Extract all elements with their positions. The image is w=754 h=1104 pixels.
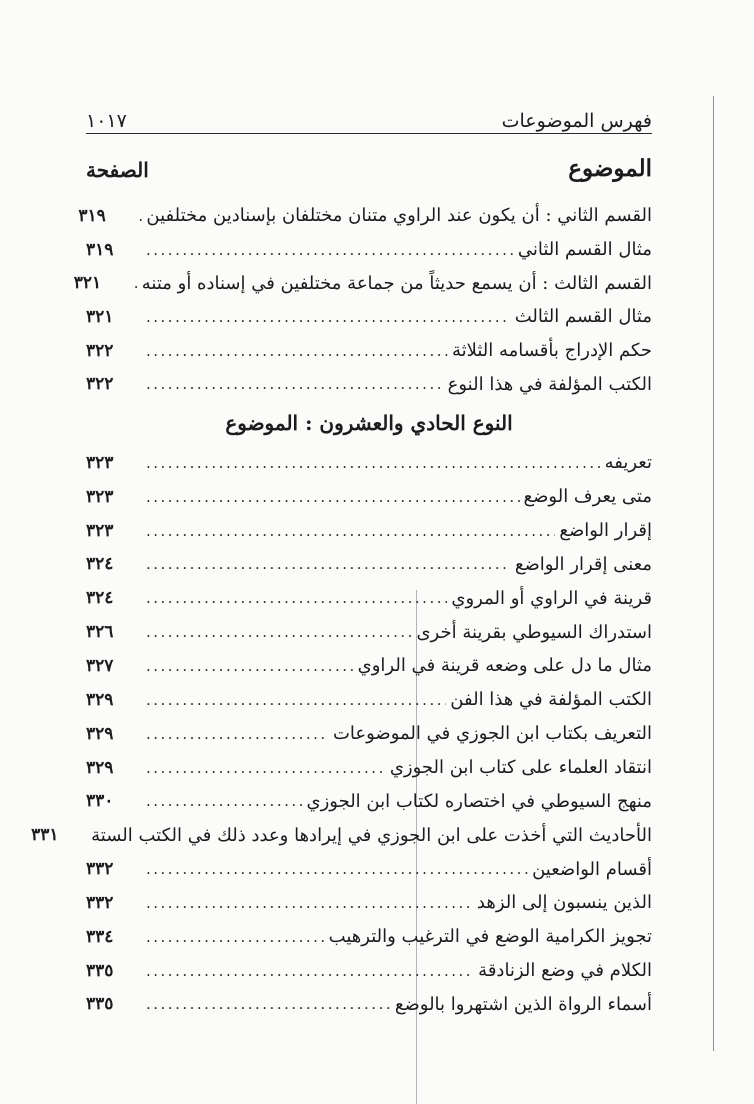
- toc-leader-dots: [142, 487, 520, 507]
- running-head: [86, 100, 652, 132]
- toc-entry-page: ٣٣٤: [86, 926, 114, 947]
- toc-entry-title: الكتب المؤلفة في هذا النوع: [447, 373, 652, 395]
- toc-leader-dots: [142, 994, 391, 1014]
- toc-entry-page: ٣٣٠: [86, 791, 114, 812]
- toc-entry-title: التعريف بكتاب ابن الجوزي في الموضوعات: [332, 723, 652, 745]
- toc-entry-title: منهج السيوطي في اختصاره لكتاب ابن الجوزي: [306, 790, 652, 812]
- toc-leader-dots: [142, 341, 448, 361]
- toc-leader-dots: [142, 859, 528, 879]
- toc-entry: [86, 751, 652, 785]
- toc-entry: [86, 852, 652, 886]
- toc-leader-dots: [142, 307, 511, 327]
- toc-entry-page: ٣٢٧: [86, 655, 114, 676]
- toc-entry-title: انتقاد العلماء على كتاب ابن الجوزي: [389, 757, 652, 779]
- toc-entry-title: تعريفه: [604, 452, 652, 474]
- toc-leader-dots: [142, 724, 329, 744]
- toc-entry: [86, 300, 652, 334]
- toc-leader-dots: [142, 927, 325, 947]
- toc-list-before: [73, 199, 652, 401]
- toc-leader-dots: [142, 690, 446, 710]
- toc-leader-dots: [142, 961, 474, 981]
- toc-entry-title: الكلام في وضع الزنادقة: [478, 960, 652, 982]
- toc-entry-page: ٣٣٢: [86, 859, 114, 880]
- page-edge-rule: [713, 96, 714, 1051]
- toc-entry-page: ٣١٩: [86, 239, 114, 260]
- toc-entry: [86, 446, 652, 480]
- toc-entry-page: ٣٢٩: [86, 689, 114, 710]
- toc-entry: [86, 683, 652, 717]
- toc-entry: [86, 649, 652, 683]
- toc-leader-dots: [142, 758, 386, 778]
- toc-entry-page: ٣٢٢: [86, 340, 114, 361]
- toc-leader-dots: [142, 588, 447, 608]
- toc-entry-page: ٣٢٣: [86, 452, 114, 473]
- running-head-rule: [86, 133, 652, 134]
- toc-entry-page: ٣٢٦: [86, 622, 114, 643]
- toc-entry-page: ٣٣٥: [86, 960, 114, 981]
- toc-entry-title: قرينة في الراوي أو المروي: [451, 587, 652, 609]
- toc-entry-page: ٣٢٣: [86, 486, 114, 507]
- toc-leader-dots: [142, 893, 473, 913]
- toc-leader-dots: [142, 521, 555, 541]
- toc-entry-page: ٣٢٢: [86, 374, 114, 395]
- toc-entry: [86, 988, 652, 1022]
- toc-entry-title: مثال ما دل على وضعه قرينة في الراوي: [357, 655, 652, 677]
- toc-entry-title: معنى إقرار الواضع: [514, 553, 652, 575]
- toc-leader-dots: [142, 554, 511, 574]
- toc-entry: [86, 233, 652, 267]
- toc-entry: [86, 548, 652, 582]
- toc-leader-dots: [142, 791, 303, 811]
- toc-entry-title: الأحاديث التي أخذت على ابن الجوزي في إيرادها وعدد ذلك في الكتب الستة: [91, 824, 652, 846]
- toc-leader-dots: [142, 240, 514, 260]
- toc-leader-dots: [142, 622, 412, 642]
- toc-entry: [86, 954, 652, 988]
- toc-entry-page: ٣٣٢: [86, 892, 114, 913]
- running-head-title: فهرس الموضوعات: [501, 110, 652, 132]
- section-heading: النوع الحادي والعشرون : الموضوع: [225, 411, 513, 435]
- column-headings: [86, 146, 652, 182]
- toc-entry-title: مثال القسم الثاني: [517, 239, 652, 261]
- toc-entry-title: متى يعرف الوضع: [523, 486, 652, 508]
- toc-entry-title: الكتب المؤلفة في هذا الفن: [450, 689, 652, 711]
- toc-entry-page: ٣١٩: [78, 205, 106, 226]
- toc-entry-page: ٣٢١: [86, 306, 114, 327]
- toc-entry: [86, 717, 652, 751]
- toc-entry-page: ٣٢٤: [86, 588, 114, 609]
- toc-entry: [86, 615, 652, 649]
- toc-leader-dots: [134, 206, 142, 226]
- toc-entry-page: ٣٢٣: [86, 520, 114, 541]
- toc-leader-dots: [142, 656, 354, 676]
- toc-entry: [86, 367, 652, 401]
- toc-leader-dots: [142, 374, 444, 394]
- toc-entry-title: القسم الثاني : أن يكون عند الراوي متنان مختلفان بإسنادين مختلفين: [146, 205, 652, 227]
- toc-entry-title: أسماء الرواة الذين اشتهروا بالوضع: [394, 993, 652, 1015]
- toc-entry-page: ٣٣٥: [86, 994, 114, 1015]
- toc-entry-title: إقرار الواضع: [559, 520, 652, 542]
- topic-column-heading: الموضوع: [568, 155, 652, 182]
- toc-entry-title: استدراك السيوطي بقرينة أخرى: [416, 621, 652, 643]
- toc-entry-page: ٣٢٩: [86, 757, 114, 778]
- toc-leader-dots: [130, 273, 138, 293]
- toc-entry-title: أقسام الواضعين: [532, 858, 652, 880]
- toc-entry: [86, 514, 652, 548]
- toc-entry: [73, 266, 652, 300]
- toc-entry-page: ٣٣١: [31, 825, 59, 846]
- toc-entry-title: القسم الثالث : أن يسمع حديثاً من جماعة مختلفين في إسناده أو متنه: [141, 272, 652, 294]
- toc-entry: [86, 480, 652, 514]
- toc-entry: [86, 581, 652, 615]
- toc-leader-dots: [142, 453, 601, 473]
- toc-entry: [86, 886, 652, 920]
- toc-entry-page: ٣٢٩: [86, 723, 114, 744]
- toc-entry: [86, 334, 652, 368]
- toc-entry: [31, 818, 652, 852]
- toc-entry-title: تجويز الكرامية الوضع في الترغيب والترهيب: [328, 926, 652, 948]
- toc-entry: [86, 920, 652, 954]
- toc-entry-page: ٣٢٤: [86, 554, 114, 575]
- toc-entry-title: حكم الإدراج بأقسامه الثلاثة: [451, 340, 652, 362]
- page-column-heading: الصفحة: [86, 158, 149, 182]
- toc-entry: [86, 784, 652, 818]
- toc-list-after: [31, 446, 652, 1021]
- toc-entry: [78, 199, 652, 233]
- running-head-page-number: ١٠١٧: [86, 110, 127, 132]
- toc-entry-title: مثال القسم الثالث: [514, 306, 652, 328]
- toc-entry-title: الذين ينسبون إلى الزهد: [476, 892, 652, 914]
- toc-entry-page: ٣٢١: [73, 273, 102, 294]
